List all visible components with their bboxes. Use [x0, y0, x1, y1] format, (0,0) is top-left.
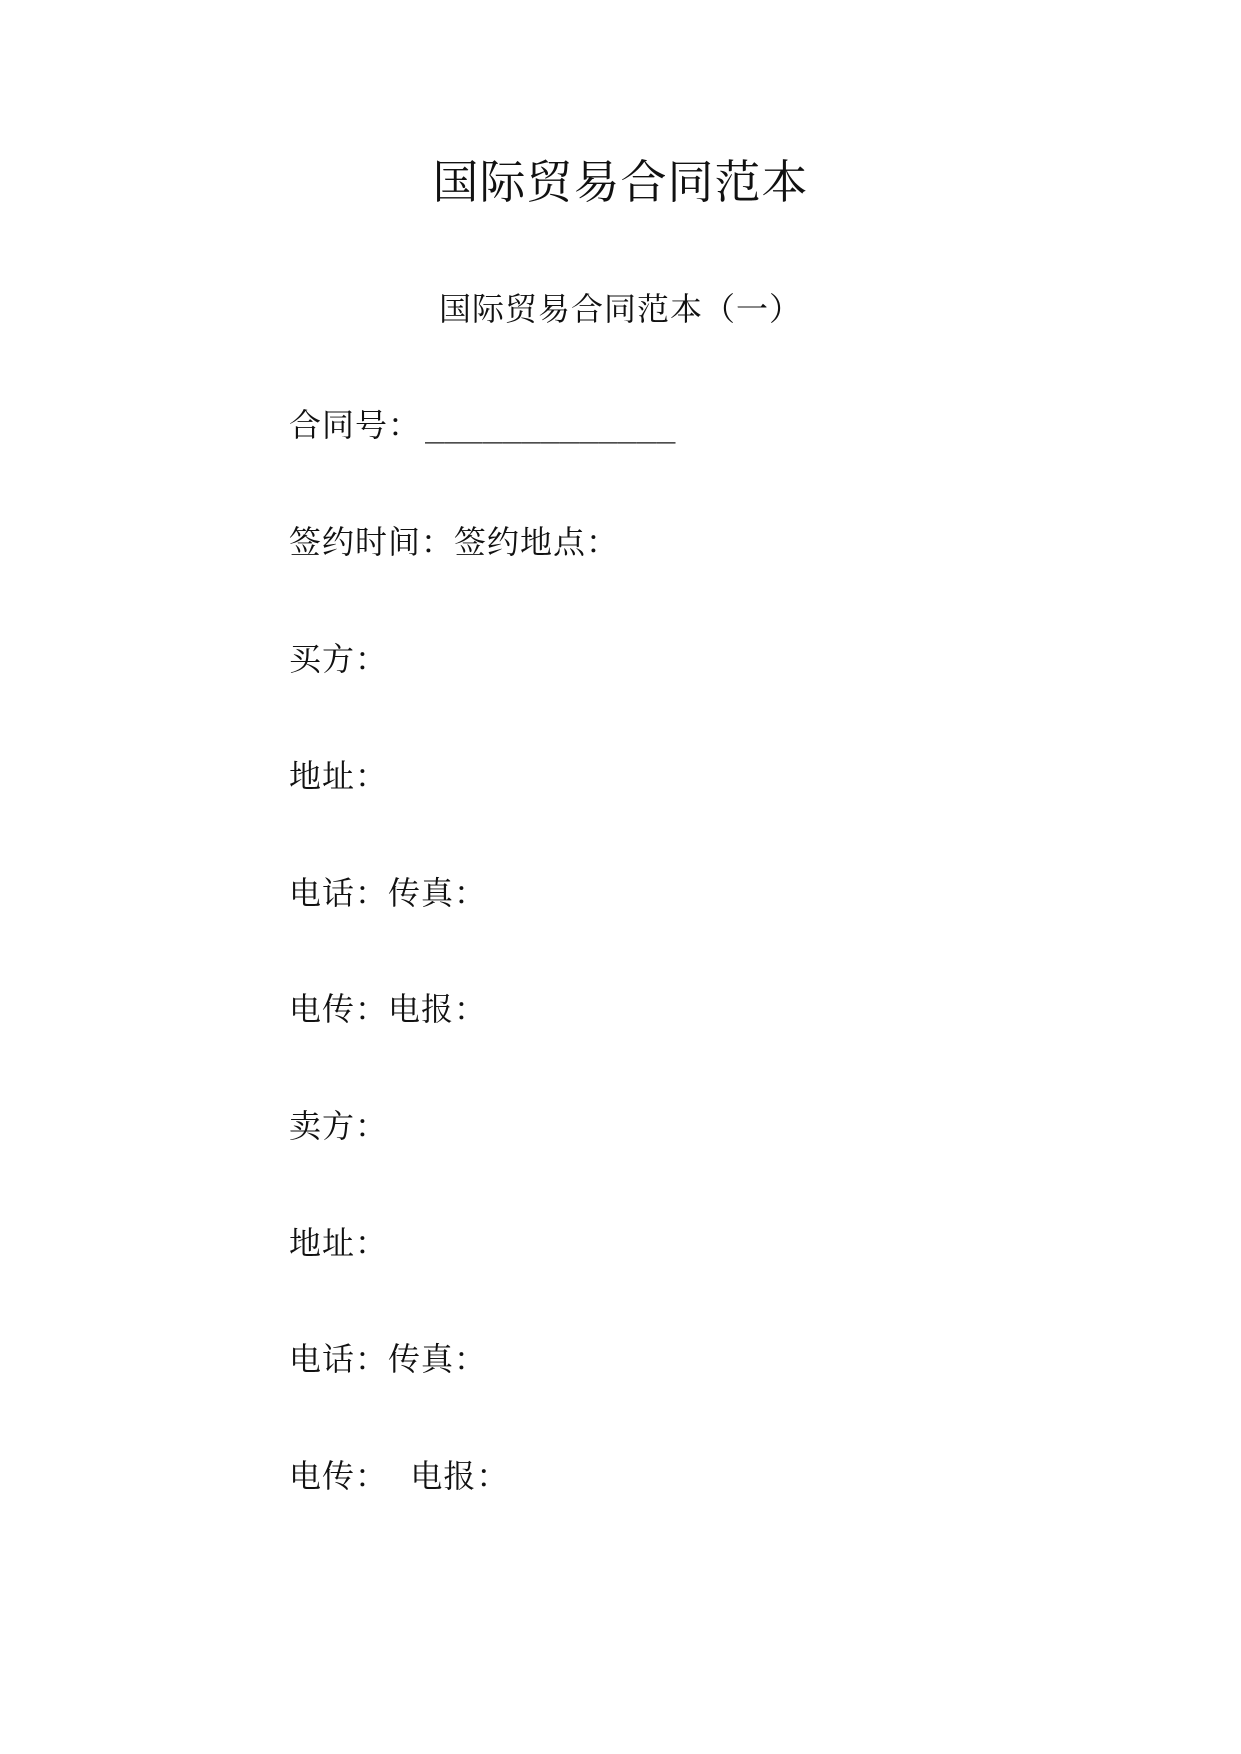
- seller-line: 卖方：: [289, 1107, 389, 1145]
- buyer-line: 买方：: [289, 640, 389, 678]
- contract-number-line: [289, 402, 675, 448]
- buyer-telex-telegram-line: 电传：电报：: [289, 990, 488, 1028]
- seller-phone-fax-line: 电话：传真：: [289, 1340, 488, 1378]
- buyer-phone-fax-line: 电话：传真：: [289, 874, 488, 912]
- document-subtitle: 国际贸易合同范本（一）: [438, 290, 802, 328]
- contract-number-label: 合同号：: [289, 406, 422, 444]
- buyer-address-line: 地址：: [289, 757, 389, 795]
- contract-number-blank: _____________: [425, 406, 676, 444]
- seller-telex-telegram-line: 电传： 电报：: [289, 1457, 510, 1495]
- signing-time-place-line: 签约时间：签约地点：: [289, 523, 620, 561]
- document-title: 国际贸易合同范本: [432, 155, 809, 209]
- seller-address-line: 地址：: [289, 1224, 389, 1262]
